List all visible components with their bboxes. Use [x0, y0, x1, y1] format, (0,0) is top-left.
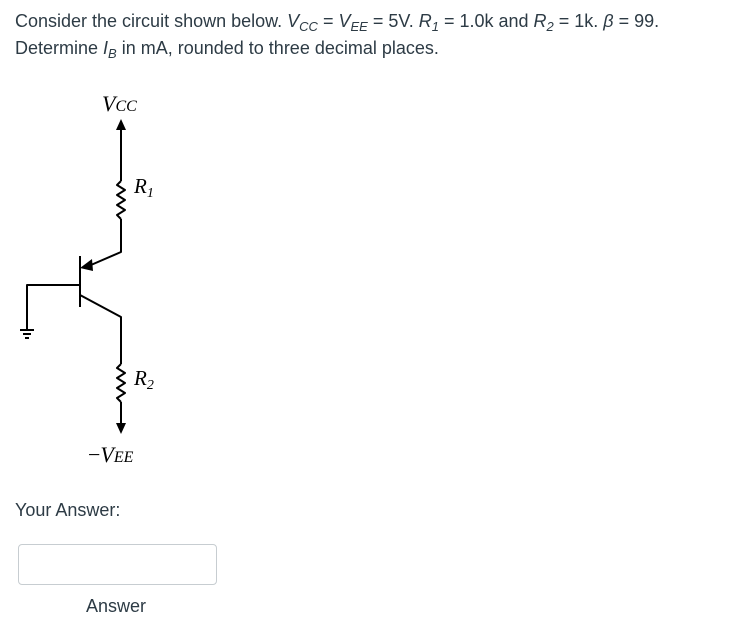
- r1-symbol: $R_1$: [418, 11, 439, 34]
- r1-resistor: [117, 181, 125, 219]
- r2-label: R2: [134, 366, 154, 393]
- transistor-arrow-icon: [80, 259, 93, 271]
- answer-input[interactable]: [18, 544, 217, 585]
- vcc-arrow-icon: [116, 119, 126, 130]
- circuit-diagram: [0, 80, 220, 480]
- vee-symbol: $V_{EE}$: [338, 11, 368, 34]
- answer-caption: Answer: [86, 596, 147, 616]
- vcc-symbol: $V_{CC}$: [287, 11, 318, 34]
- r1-label: R1: [134, 174, 154, 201]
- vee-arrow-icon: [116, 423, 126, 434]
- collector-wire: [84, 219, 121, 268]
- beta-symbol: β: [603, 11, 614, 31]
- your-answer-label: Your Answer:: [15, 500, 121, 520]
- emitter-wire: [80, 295, 121, 364]
- base-wire: [27, 285, 80, 330]
- r2-symbol: $R_2$: [533, 11, 554, 34]
- r2-resistor: [117, 364, 125, 402]
- question-line-2: Determine $I_B$ in mA, rounded to three decimal places.: [15, 38, 439, 61]
- vcc-label: VCC: [102, 91, 137, 116]
- ib-symbol: $I_B$: [103, 38, 117, 61]
- question-line-1: Consider the circuit shown below. $V_{CC} = V_{EE} = 5V$. $R_1 = 1.0k$ and $R_2 = 1k$. β = 99.: [15, 11, 660, 34]
- question-text: [15, 8, 745, 62]
- ground-symbol: [20, 330, 34, 338]
- vee-label: −VEE: [88, 442, 134, 467]
